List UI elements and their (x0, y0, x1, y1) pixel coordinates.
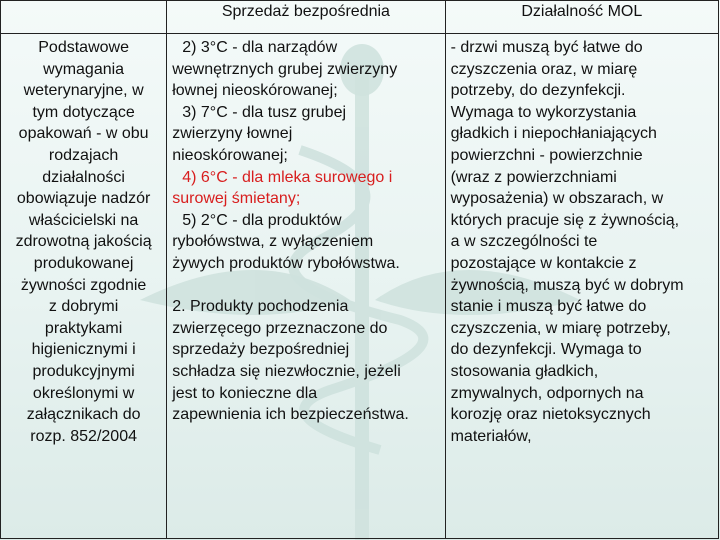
text-line: czyszczenia, w miarę potrzeby, (450, 319, 671, 337)
text-line: czyszczenia oraz, w miarę (450, 60, 638, 78)
text-line: sprzedaży bezpośredniej (172, 341, 350, 359)
text-line: rybołówstwa, z wyłączeniem (172, 233, 374, 251)
text-line: obowiązuje nadzór (16, 190, 151, 208)
text-line: zwierzęcego przeznaczone do (172, 319, 388, 337)
text-line: zwierzyny łownej (172, 125, 293, 143)
temperature-list (172, 37, 440, 275)
text-line: których pracuje się z żywnością, (450, 211, 680, 229)
text-line: zapewnienia ich bezpieczeństwa. (172, 406, 409, 424)
text-line: 5) 2°C - dla produktów (182, 211, 342, 229)
direct-sales-cell (167, 34, 445, 539)
text-line: 4) 6°C - dla mleka surowego i (182, 168, 393, 186)
text-line: właścicielski na (28, 211, 139, 229)
text-line: potrzeby, do dezynfekcji. (450, 82, 626, 100)
text-line: opakowań - w obu (18, 125, 149, 143)
header-col1 (1, 1, 167, 34)
text-line: 2) 3°C - dla narządów (182, 39, 338, 56)
text-line: Podstawowe (38, 39, 129, 56)
text-line: korozję oraz nietoksycznych (450, 406, 651, 424)
basic-requirements-cell (1, 34, 167, 539)
header-mol-activity: Działalność MOL (445, 1, 718, 34)
text-line: nieoskórowanej; (172, 146, 288, 164)
text-line: 2. Produkty pochodzenia (172, 298, 349, 316)
text-line: zdrowotną jakością (15, 233, 152, 251)
text-line: materiałów, (450, 427, 532, 445)
text-line: weterynaryjne, w (23, 82, 144, 100)
text-line: łownej nieoskórowanej; (172, 82, 338, 100)
table-body-row (1, 34, 719, 539)
text-line: wyposażenia) w obszarach, w (450, 190, 664, 208)
text-line: tym dotyczące (32, 103, 135, 121)
text-line: żywności zgodnie (20, 276, 147, 294)
text-line: produkowanej (33, 254, 134, 272)
text-line: higienicznymi i (31, 341, 136, 359)
basic-requirements-text (3, 37, 164, 447)
text-line: żywnością, muszą być w dobrym (450, 276, 684, 294)
text-line: powierzchni - powierzchnie (450, 146, 643, 164)
text-line: pozostające w kontakcie z (450, 254, 637, 272)
text-line: z dobrymi (48, 298, 119, 316)
text-line: żywych produktów rybołówstwa. (172, 254, 400, 272)
mol-requirements-text (451, 37, 716, 447)
text-line: załącznikach do (26, 406, 141, 424)
text-line: a w szczególności te (450, 233, 598, 251)
text-line: Wymaga to wykorzystania (450, 103, 637, 121)
text-line: wymagania (43, 60, 125, 78)
text-line: praktykami (44, 319, 123, 337)
text-line: 3) 7°C - dla tusz grubej (182, 103, 347, 121)
text-line: rodzajach (48, 146, 119, 164)
paragraph-gap (172, 275, 440, 297)
text-line: wewnętrznych grubej zwierzyny (172, 60, 398, 78)
text-line: zmywalnych, odpornych na (450, 384, 644, 402)
text-line: stosowania gładkich, (450, 362, 599, 380)
text-line: do dezynfekcji. Wymaga to (450, 341, 642, 359)
text-line: stanie i muszą być łatwe do (450, 298, 647, 316)
text-line: określonymi w (32, 384, 135, 402)
text-line: - drzwi muszą być łatwe do (450, 39, 643, 56)
text-line: gładkich i niepochłaniających (450, 125, 657, 143)
header-direct-sales: Sprzedaż bezpośrednia (167, 1, 445, 34)
mol-activity-cell (445, 34, 718, 539)
text-line: produkcyjnymi (32, 362, 135, 380)
text-line: działalności (42, 168, 125, 186)
text-line: schładza się niezwłocznie, jeżeli (172, 362, 401, 380)
text-line: surowej śmietany; (172, 190, 301, 208)
products-paragraph (172, 296, 440, 426)
text-line: (wraz z powierzchniami (450, 168, 617, 186)
text-line: rozp. 852/2004 (30, 427, 137, 445)
text-line: jest to konieczne dla (172, 384, 318, 402)
table-header-row (1, 1, 719, 34)
